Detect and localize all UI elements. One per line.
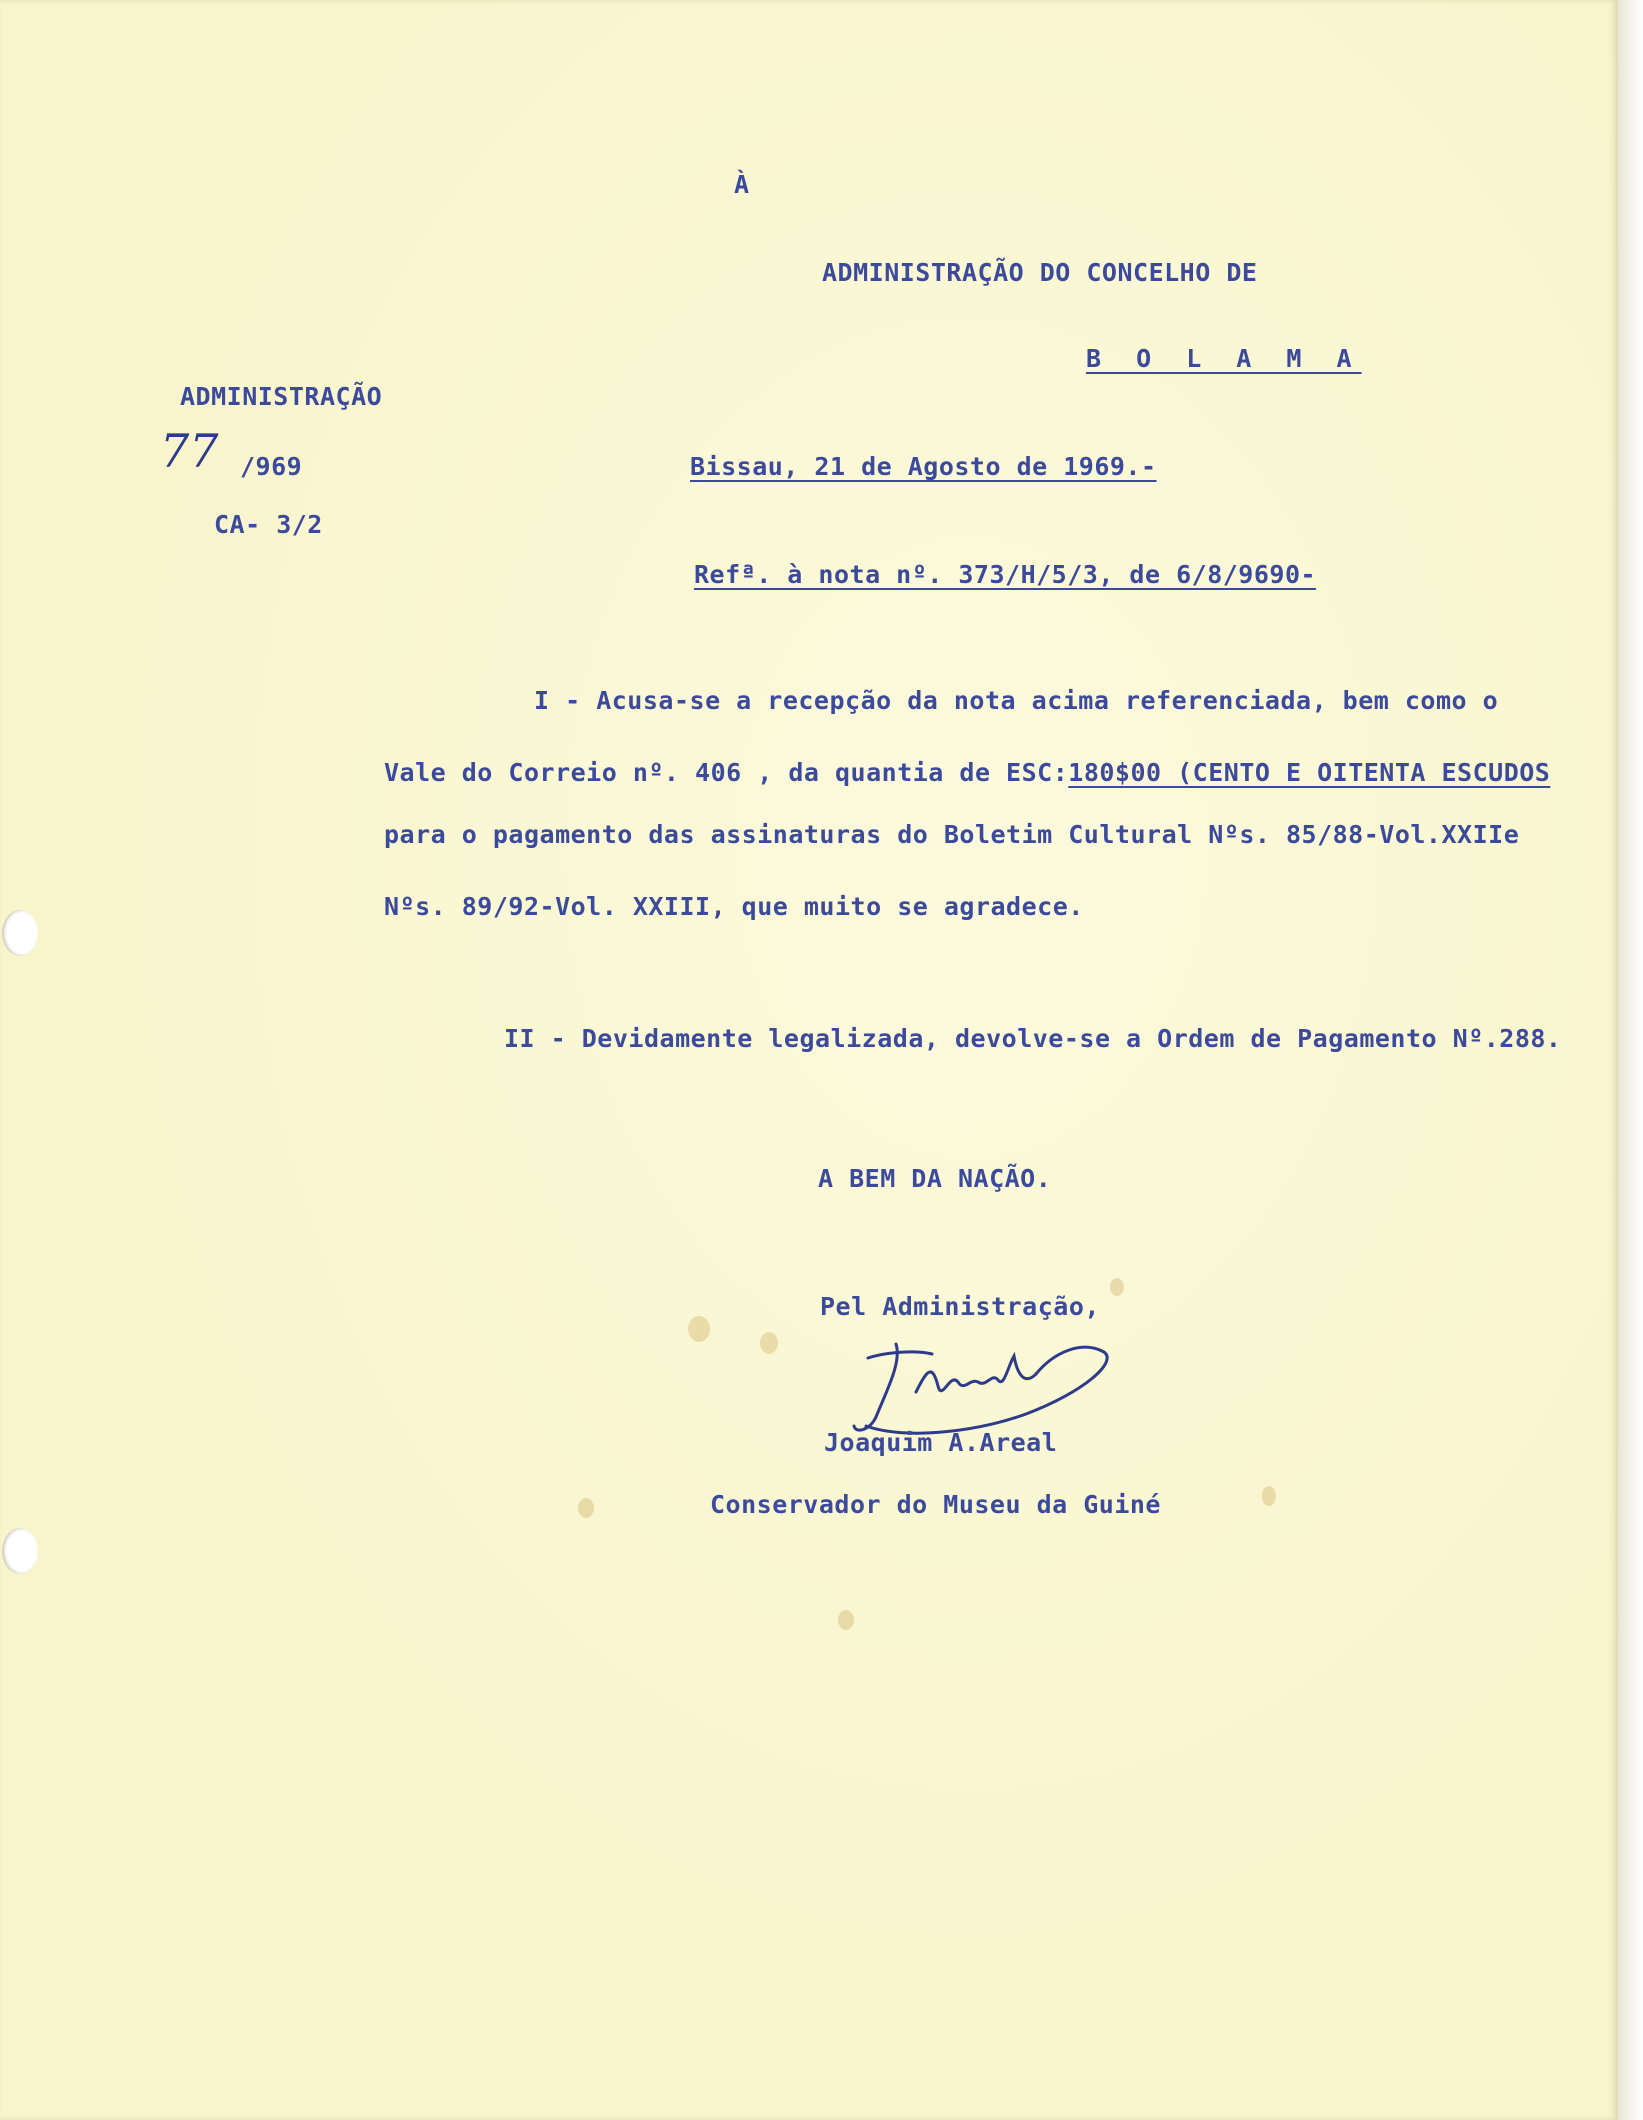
recipient-line2: B O L A M A (1086, 344, 1362, 373)
on-behalf-line: Pel Administração, (820, 1292, 1100, 1321)
stamp-year: /969 (240, 452, 303, 481)
paragraph2: II - Devidamente legalizada, devolve-se a Ordem de Pagamento Nº.288. (504, 1024, 1562, 1053)
reference-line: Refª. à nota nº. 373/H/5/3, de 6/8/9690- (694, 560, 1317, 589)
scan-edge (1618, 0, 1643, 2120)
stamp-handwritten-number: 77 (160, 424, 219, 478)
place-date: Bissau, 21 de Agosto de 1969.- (690, 452, 1157, 481)
stain-mark (578, 1498, 594, 1518)
paragraph1-line1: I - Acusa-se a recepção da nota acima referenciada, bem como o (534, 686, 1499, 715)
closing-formula: A BEM DA NAÇÃO. (818, 1164, 1052, 1193)
punch-hole-top (2, 910, 38, 956)
paragraph1-line3: para o pagamento das assinaturas do Boletim Cultural Nºs. 85/88-Vol.XXIIe (384, 820, 1520, 849)
paragraph1-line2-text: Vale do Correio nº. 406 , da quantia de ESC: (384, 758, 1069, 787)
stain-mark (760, 1332, 778, 1354)
stain-mark (1110, 1278, 1124, 1296)
stamp-code: CA- 3/2 (214, 510, 323, 539)
amount-underlined: 180$00 (CENTO E OITENTA ESCUDOS (1068, 758, 1551, 787)
paragraph1-line2 (384, 758, 1550, 787)
punch-hole-bottom (2, 1528, 38, 1574)
stain-mark (1262, 1486, 1276, 1506)
recipient-line1: ADMINISTRAÇÃO DO CONCELHO DE (822, 258, 1258, 287)
stamp-office: ADMINISTRAÇÃO (180, 382, 383, 411)
salutation: À (734, 170, 750, 199)
stain-mark (688, 1316, 710, 1342)
signatory-title: Conservador do Museu da Guiné (710, 1490, 1161, 1519)
stain-mark (838, 1610, 854, 1630)
paragraph1-line4: Nºs. 89/92-Vol. XXIII, que muito se agradece. (384, 892, 1084, 921)
signatory-name: Joaquim A.Areal (824, 1428, 1058, 1457)
